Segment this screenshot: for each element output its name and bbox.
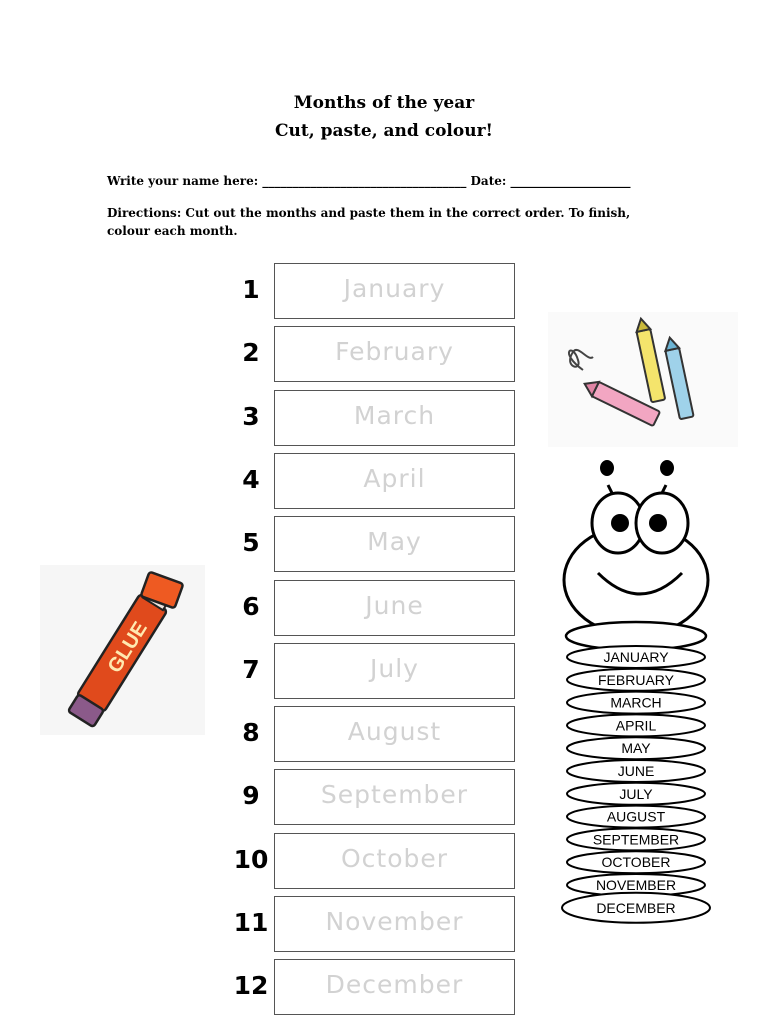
- glue-label: GLUE: [103, 618, 152, 677]
- trace-month-text: July: [370, 653, 419, 683]
- trace-month-text: June: [365, 590, 424, 620]
- paste-box[interactable]: [274, 580, 515, 636]
- row-number: 5: [242, 528, 260, 558]
- row-number: 9: [242, 781, 260, 811]
- paste-box[interactable]: [274, 643, 515, 699]
- paste-box[interactable]: [274, 706, 515, 762]
- paste-box[interactable]: [274, 516, 515, 572]
- trace-month-text: October: [340, 843, 449, 873]
- caterpillar-icon: [552, 455, 718, 945]
- trace-month-text: December: [325, 970, 464, 1000]
- paste-box[interactable]: [274, 390, 515, 446]
- caterpillar-segment: [567, 783, 705, 805]
- row-number: 8: [242, 718, 260, 748]
- row-number: 11: [233, 908, 269, 937]
- name-date-line: [107, 174, 631, 188]
- paste-box[interactable]: [274, 959, 515, 1015]
- caterpillar-segment: [567, 692, 705, 714]
- caterpillar-segment: [567, 851, 705, 873]
- row-number: 12: [233, 971, 269, 1001]
- caterpillar-segment: [567, 760, 705, 782]
- caterpillar-month-label: SEPTEMBER: [592, 831, 680, 848]
- caterpillar-segment: [567, 714, 705, 736]
- trace-month-text: November: [325, 907, 464, 936]
- caterpillar-segment: [567, 646, 705, 668]
- caterpillar-segment: [567, 669, 705, 691]
- name-blank[interactable]: __________________________________: [262, 174, 467, 188]
- paste-box[interactable]: [274, 769, 515, 825]
- row-number: 2: [242, 338, 260, 368]
- paste-box[interactable]: [274, 263, 515, 319]
- caterpillar-month-label: JULY: [619, 785, 653, 802]
- row-number: 10: [233, 844, 269, 874]
- row-number: 1: [242, 275, 260, 304]
- trace-month-text: January: [343, 274, 446, 303]
- caterpillar-month-label: JUNE: [617, 763, 655, 779]
- crayons-icon: [548, 312, 738, 447]
- caterpillar-segment: [567, 806, 705, 828]
- date-label: Date:: [470, 174, 507, 188]
- caterpillar-segment: [567, 737, 705, 759]
- row-number: 7: [242, 654, 260, 684]
- row-number: 6: [242, 591, 260, 621]
- name-label: Write your name here:: [107, 174, 259, 188]
- trace-month-text: April: [363, 463, 426, 493]
- trace-month-text: September: [320, 780, 469, 810]
- caterpillar-month-label: MARCH: [610, 694, 662, 711]
- caterpillar-month-label: NOVEMBER: [595, 877, 677, 893]
- worksheet-title: Months of the year: [293, 93, 475, 113]
- trace-month-text: May: [367, 527, 422, 557]
- caterpillar-month-label: MAY: [621, 740, 651, 757]
- caterpillar-month-label: JANUARY: [603, 649, 669, 665]
- paste-box[interactable]: [274, 896, 515, 952]
- caterpillar-segment: [567, 828, 705, 850]
- paste-box[interactable]: [274, 326, 515, 382]
- row-number: 3: [242, 401, 260, 431]
- caterpillar-month-label: OCTOBER: [601, 854, 671, 871]
- caterpillar-month-label: FEBRUARY: [598, 671, 674, 688]
- glue-stick-icon: [40, 565, 205, 735]
- trace-month-text: March: [353, 400, 436, 430]
- date-blank[interactable]: ____________________: [510, 174, 631, 188]
- caterpillar-month-label: DECEMBER: [596, 899, 676, 916]
- trace-month-text: February: [335, 337, 454, 367]
- caterpillar-month-label: AUGUST: [606, 808, 666, 825]
- paste-box[interactable]: [274, 833, 515, 889]
- worksheet-subtitle: Cut, paste, and colour!: [274, 121, 493, 141]
- directions-text: Directions: Cut out the months and paste them in the correct order. To finish, colour each month.: [107, 206, 631, 238]
- row-number: 4: [242, 464, 260, 494]
- caterpillar-segment: [562, 893, 710, 923]
- caterpillar-month-label: APRIL: [615, 717, 657, 734]
- trace-month-text: August: [347, 717, 442, 747]
- paste-box[interactable]: [274, 453, 515, 509]
